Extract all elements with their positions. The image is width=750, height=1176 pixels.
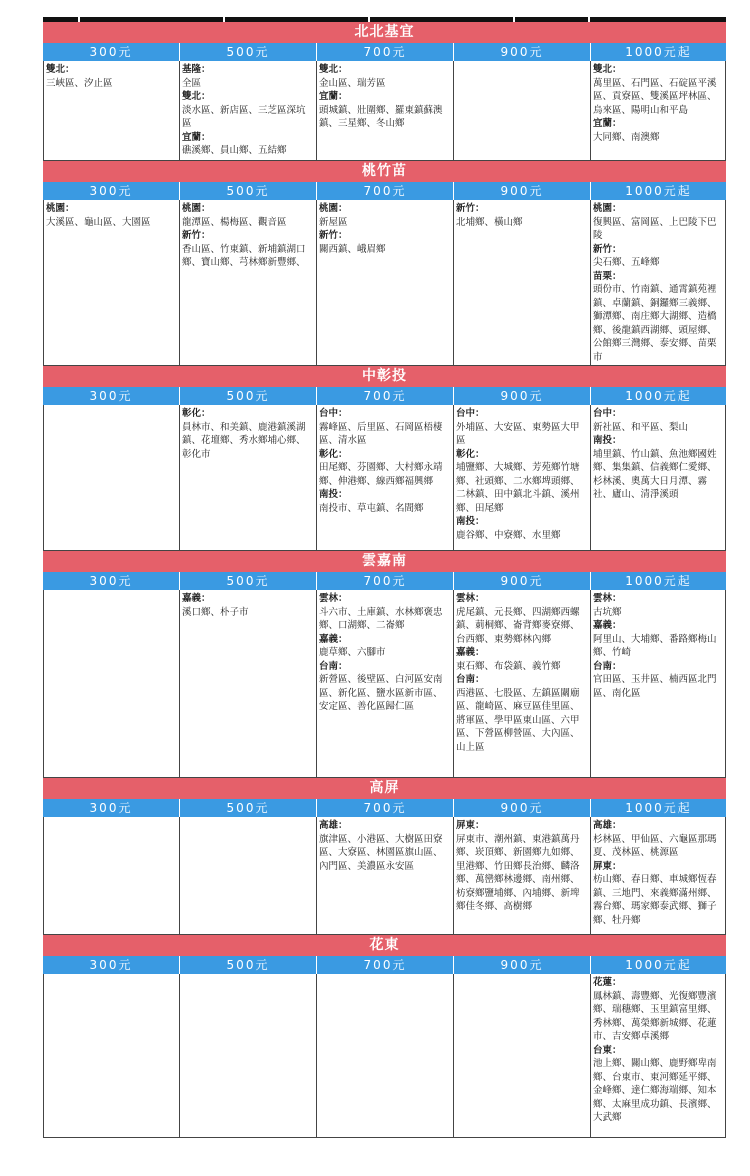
price-column-cell [454, 590, 591, 778]
price-column-cell [454, 61, 591, 161]
district-list: 香山區、竹東鎮、新埔鎮湖口鄉、寶山鄉、芎林鄉新豐鄉、 [182, 243, 306, 268]
region-block [43, 935, 726, 1138]
county-label: 桃園： [319, 203, 348, 214]
price-header: 900元 [454, 799, 591, 817]
price-header: 900元 [454, 572, 591, 590]
price-column-cell [43, 61, 180, 161]
district-list: 阿里山、大埔鄉、番路鄉梅山鄉、竹崎 [593, 633, 717, 658]
price-column-cell [43, 405, 180, 551]
region-block [43, 551, 726, 778]
price-column-cell [317, 61, 454, 161]
region-body [43, 200, 726, 366]
district-list: 關西鎮、峨眉鄉 [319, 243, 386, 255]
price-header-row [43, 799, 726, 817]
price-column-cell [43, 817, 180, 935]
district-list: 東石鄉、布袋鎮、義竹鄉 [456, 660, 561, 672]
district-list: 埔鹽鄉、大城鄉、芳苑鄉竹塘鄉、社頭鄉、二水鄉埤頭鄉、二林鎮、田中鎮北斗鎮、溪州鄉、田尾鄉 [456, 462, 580, 514]
district-list: 淡水區、新店區、三芝區深坑區 [182, 104, 306, 129]
region-block [43, 778, 726, 935]
county-label: 苗栗： [593, 270, 622, 282]
price-column-cell [454, 405, 591, 551]
price-header: 300元 [43, 956, 180, 974]
price-column-cell [591, 590, 726, 778]
county-label: 台中： [319, 408, 348, 419]
district-list: 斗六市、土庫鎮、水林鄉褒忠鄉、口湖鄉、二崙鄉 [319, 606, 443, 631]
district-list: 礁溪鄉、員山鄉、五結鄉 [182, 145, 287, 156]
district-list: 官田區、玉井區、楠西區北門區、南化區 [593, 674, 717, 699]
district-list: 新營區、後壁區、白河區安南區、新化區、鹽水區新市區、安定區、善化區歸仁區 [319, 674, 443, 712]
district-list: 龍潭區、楊梅區、觀音區 [182, 216, 287, 228]
price-column-cell [180, 200, 317, 366]
region-body [43, 817, 726, 935]
district-list: 新社區、和平區、梨山 [593, 421, 689, 433]
region-body [43, 61, 726, 161]
region-block [43, 161, 726, 366]
county-label: 嘉義： [319, 633, 348, 645]
district-list: 三峽區、汐止區 [46, 77, 113, 89]
district-list: 虎尾鎮、元長鄉、四湖鄉西螺鎮、莿桐鄉、崙背鄉麥寮鄉、台西鄉、東勢鄉林內鄉 [456, 606, 580, 645]
price-header: 300元 [43, 799, 180, 817]
price-header: 500元 [180, 956, 317, 974]
price-column-cell [317, 974, 454, 1138]
price-header: 300元 [43, 572, 180, 590]
price-column-cell [43, 974, 180, 1138]
county-label: 花蓮： [593, 977, 622, 988]
price-header: 900元 [454, 43, 591, 61]
county-label: 桃園： [593, 203, 622, 214]
price-column-cell [180, 61, 317, 161]
price-column-cell [180, 590, 317, 778]
region-title: 雲嘉南 [43, 551, 726, 572]
region-block [43, 366, 726, 551]
price-header: 700元 [317, 387, 454, 405]
county-label: 雙北： [593, 64, 622, 75]
price-header: 500元 [180, 182, 317, 200]
region-title: 花東 [43, 935, 726, 956]
region-list [43, 22, 726, 1138]
county-label: 新竹： [593, 243, 622, 255]
county-label: 新竹： [319, 230, 348, 241]
price-header: 300元 [43, 387, 180, 405]
price-header: 700元 [317, 43, 454, 61]
county-label: 嘉義： [593, 620, 622, 631]
region-body [43, 974, 726, 1138]
district-list: 南投市、草屯鎮、名間鄉 [319, 502, 424, 514]
price-header: 900元 [454, 956, 591, 974]
county-label: 台南： [456, 674, 485, 685]
price-column-cell [591, 61, 726, 161]
district-list: 金山區、瑞芳區 [319, 77, 386, 89]
price-column-cell [591, 405, 726, 551]
price-header: 900元 [454, 182, 591, 200]
county-label: 宜蘭： [319, 91, 348, 102]
county-label: 嘉義： [456, 647, 485, 658]
county-label: 宜蘭： [593, 118, 622, 129]
price-header: 1000元起 [591, 43, 726, 61]
price-column-cell [43, 200, 180, 366]
price-column-cell [317, 817, 454, 935]
district-list: 復興區、富岡區、上巴陵下巴陵 [593, 216, 717, 241]
price-header: 500元 [180, 43, 317, 61]
county-label: 高雄： [319, 820, 348, 831]
county-label: 嘉義： [182, 593, 211, 604]
price-header: 300元 [43, 182, 180, 200]
price-header: 700元 [317, 572, 454, 590]
district-list: 埔里鎮、竹山鎮、魚池鄉國姓鄉、集集鎮、信義鄉仁愛鄉、杉林溪、奧萬大日月潭、霧社、廬山、清淨溪頭 [593, 448, 717, 500]
price-header: 700元 [317, 182, 454, 200]
price-header: 1000元起 [591, 182, 726, 200]
region-body [43, 405, 726, 551]
price-header: 500元 [180, 799, 317, 817]
price-header-row [43, 387, 726, 405]
price-column-cell [180, 817, 317, 935]
district-list: 員林市、和美鎮、鹿港鎮溪湖鎮、花壇鄉、秀水鄉埔心鄉、彰化市 [182, 421, 306, 460]
county-label: 雲林： [319, 593, 348, 604]
price-column-cell [317, 200, 454, 366]
district-list: 田尾鄉、芬園鄉、大村鄉永靖鄉、伸港鄉、線西鄉福興鄉 [319, 462, 443, 487]
county-label: 雙北： [182, 91, 211, 102]
region-title: 北北基宜 [43, 22, 726, 43]
county-label: 彰化： [319, 448, 348, 460]
price-column-cell [43, 590, 180, 778]
district-list: 尖石鄉、五峰鄉 [593, 257, 660, 268]
price-column-cell [317, 405, 454, 551]
county-label: 宜蘭： [182, 131, 211, 143]
price-header: 1000元起 [591, 799, 726, 817]
county-label: 基隆： [182, 64, 211, 75]
price-column-cell [454, 200, 591, 366]
district-list: 大同鄉、南澳鄉 [593, 131, 660, 143]
county-label: 雙北： [46, 64, 75, 75]
price-column-cell [591, 974, 726, 1138]
price-header: 300元 [43, 43, 180, 61]
county-label: 彰化： [456, 448, 485, 460]
price-header-row [43, 43, 726, 61]
delivery-fee-table [43, 17, 726, 1138]
price-header: 1000元起 [591, 956, 726, 974]
price-header: 500元 [180, 387, 317, 405]
region-title: 中彰投 [43, 366, 726, 387]
county-label: 台南： [319, 660, 348, 672]
price-column-cell [454, 974, 591, 1138]
region-block [43, 22, 726, 161]
county-label: 桃園： [46, 203, 75, 214]
district-list: 杉林區、甲仙區、六龜區那瑪夏、茂林區、桃源區 [593, 833, 717, 858]
district-list: 旗津區、小港區、大樹區田寮區、大寮區、林園區旗山區、內門區、美濃區永安區 [319, 833, 443, 872]
district-list: 鹿谷鄉、中寮鄉、水里鄉 [456, 529, 561, 541]
price-header: 900元 [454, 387, 591, 405]
district-list: 北埔鄉、橫山鄉 [456, 216, 523, 228]
price-column-cell [180, 405, 317, 551]
district-list: 全區 [182, 77, 202, 89]
county-label: 新竹： [456, 203, 485, 214]
district-list: 古坑鄉 [593, 606, 622, 618]
county-label: 南投： [456, 516, 485, 527]
price-header: 500元 [180, 572, 317, 590]
county-label: 屏東： [593, 860, 622, 872]
county-label: 台東： [593, 1044, 622, 1056]
district-list: 西港區、七股區、左鎮區關廟區、龍崎區、麻豆區佳里區、將軍區、學甲區東山區、六甲區、下營區柳營區、大內區、山上區 [456, 687, 580, 753]
price-header: 700元 [317, 799, 454, 817]
price-header: 700元 [317, 956, 454, 974]
price-header-row [43, 182, 726, 200]
county-label: 新竹： [182, 230, 211, 241]
district-list: 枋山鄉、春日鄉、車城鄉恆春鎮、三地門、來義鄉滿州鄉、霧台鄉、瑪家鄉泰武鄉、獅子鄉、牡丹鄉 [593, 874, 717, 926]
county-label: 桃園： [182, 203, 211, 214]
top-border-bar [43, 17, 726, 22]
county-label: 台中： [456, 408, 485, 419]
district-list: 外埔區、大安區、東勢區大甲區 [456, 421, 580, 446]
district-list: 大溪區、龜山區、大園區 [46, 216, 151, 228]
district-list: 頭城鎮、壯圍鄉、羅東鎮蘇澳鎮、三星鄉、冬山鄉 [319, 104, 443, 129]
county-label: 南投： [319, 489, 348, 500]
county-label: 南投： [593, 435, 622, 446]
county-label: 彰化： [182, 408, 211, 419]
region-title: 桃竹苗 [43, 161, 726, 182]
district-list: 頭份市、竹南鎮、通霄鎮苑裡鎮、卓蘭鎮、銅鑼鄉三義鄉、獅潭鄉、南庄鄉大湖鄉、造橋鄉、後龍鎮西湖鄉、頭屋鄉、公館鄉三灣鄉、泰安鄉、苗栗市 [593, 284, 717, 363]
district-list: 池上鄉、關山鄉、鹿野鄉卑南鄉、台東市、東河鄉延平鄉、金峰鄉、達仁鄉海端鄉、知本鄉、太麻里成功鎮、長濱鄉、大武鄉 [593, 1058, 717, 1123]
county-label: 雲林： [593, 593, 622, 604]
district-list: 新屋區 [319, 216, 348, 228]
county-label: 台南： [593, 660, 622, 672]
county-label: 屏東： [456, 820, 485, 831]
county-label: 雲林： [456, 593, 485, 604]
county-label: 高雄： [593, 820, 622, 831]
price-column-cell [317, 590, 454, 778]
district-list: 屏東市、潮州鎮、東港鎮萬丹鄉、崁頂鄉、新園鄉九如鄉、里港鄉、竹田鄉長治鄉、麟洛鄉、萬巒鄉林邊鄉、南州鄉、枋寮鄉鹽埔鄉、內埔鄉、新埤鄉佳冬鄉、高樹鄉 [456, 833, 580, 912]
region-title: 高屏 [43, 778, 726, 799]
price-header: 1000元起 [591, 572, 726, 590]
region-body [43, 590, 726, 778]
price-column-cell [454, 817, 591, 935]
district-list: 萬里區、石門區、石碇區平溪區、貢寮區、雙溪區坪林區、烏來區、陽明山和平島 [593, 77, 717, 116]
county-label: 雙北： [319, 64, 348, 75]
county-label: 台中： [593, 408, 622, 419]
district-list: 鹿草鄉、六腳市 [319, 647, 386, 658]
district-list: 溪口鄉、朴子市 [182, 606, 249, 618]
price-column-cell [180, 974, 317, 1138]
district-list: 霧峰區、后里區、石岡區梧棲區、清水區 [319, 421, 443, 446]
price-column-cell [591, 817, 726, 935]
price-header: 1000元起 [591, 387, 726, 405]
price-column-cell [591, 200, 726, 366]
price-header-row [43, 572, 726, 590]
price-header-row [43, 956, 726, 974]
district-list: 鳳林鎮、壽豐鄉、光復鄉豐濱鄉、瑞穗鄉、玉里鎮富里鄉、秀林鄉、萬榮鄉新城鄉、花蓮市、吉安鄉卓溪鄉 [593, 990, 717, 1042]
